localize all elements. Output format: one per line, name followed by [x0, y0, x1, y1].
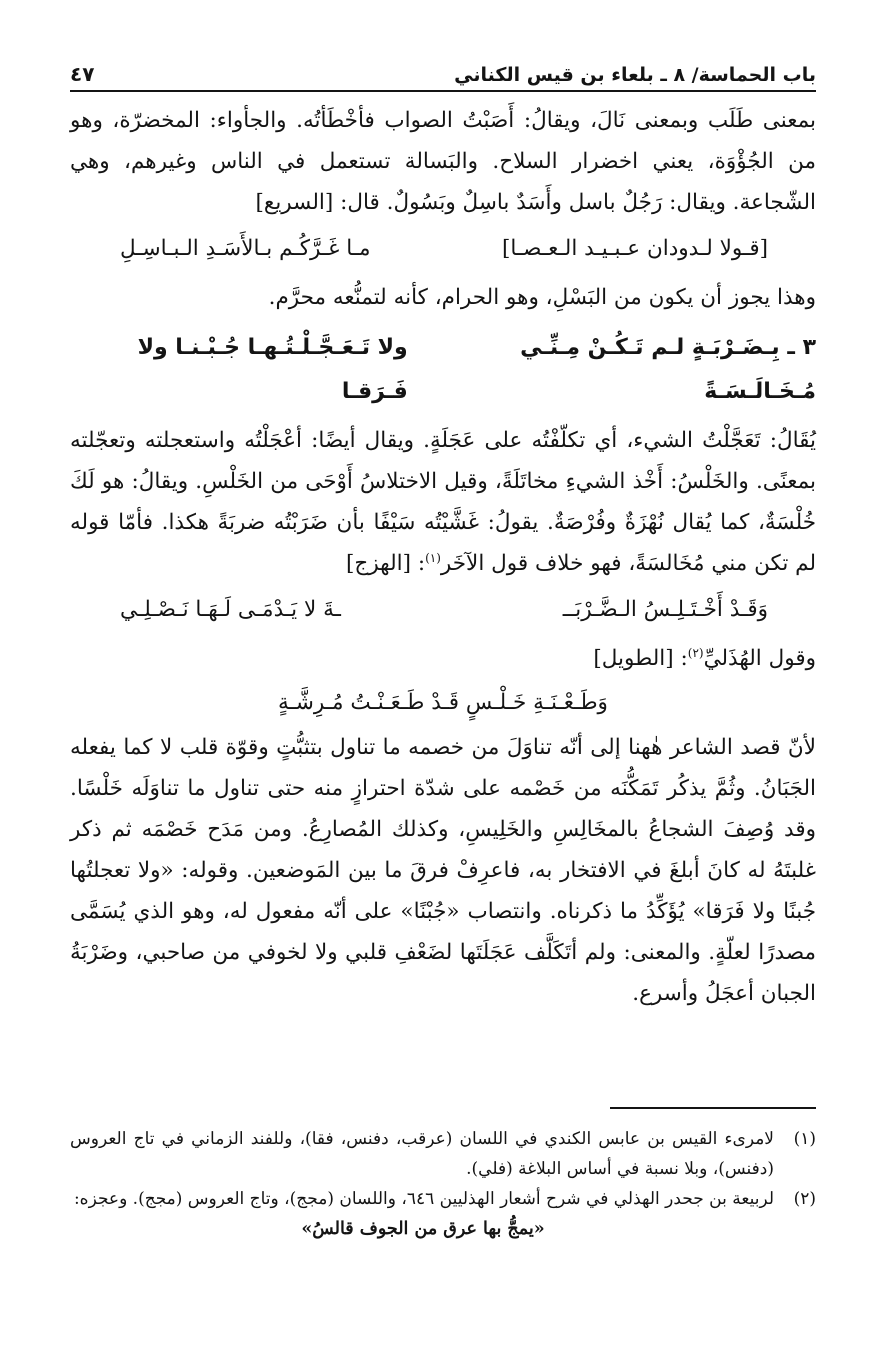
- poem-verse-3-right-text: بِـضَـرْبَـةٍ لـم تَـكُـنْ مِـنِّـي مُـخَـالَـسَـةً: [520, 335, 816, 404]
- running-title: باب الحماسة/ ٨ ـ بلعاء بن قيس الكناني: [454, 64, 816, 86]
- footnote-1: [70, 1124, 816, 1184]
- footnote-ref-2[interactable]: (٢): [687, 645, 704, 660]
- poem-verse-3-second-half: ولا تَـعَـجَّـلْـتُـهـا جُـبْـنـا ولا فَـرَقـا: [137, 335, 408, 404]
- page: [70, 52, 816, 1014]
- paragraph-3-text: يُقَالُ: تَعَجَّلْتُ الشيء، أي تكلّفْتُه على عَجَلَةٍ. ويقال أيضًا: أعْجَلْتُه واستعجلته وتعجّلته بمعنًى. والخَلْسُ: أَخْذ الشيءِ مخاتَلَةً، وقيل الاختلاسُ أَوْحَى من الخَلْسِ. ويقالُ: هو لَكَ خُلْسَةٌ، كما يُقال نُهْزَةٌ وفُرْصَةٌ. يقولُ: غَشَّيْتُه سَيْفًا بأن ضَرَبْتُه ضربَةً هكذا. فأمّا قوله لم تكن مني مُخَالسَةً، فهو خلاف قول الآخَر: [70, 428, 816, 576]
- running-header: [70, 52, 816, 92]
- footnote-1-number: (١): [793, 1129, 816, 1149]
- paragraph-5: لأنّ قصد الشاعر هٰهنا إلى أنّه تناوَلَ من خصمه ما تناول بتثبُّتٍ وقوّة قلب لا كما يفعله الجَبَانُ. وثُمَّ يذكُر تَمَكُّنَه من خَصْمه على شدّة احترازٍ منه حتى تناول ما تناوَلَه خَلْسًا. وقد وُصِفَ الشجاعُ بالمخَالِسِ والخَلِيسِ، وكذلك المُصارِعُ. ومن مَدَح خَصْمَه ثم ذكر غلبتَهُ له كانَ أبلغَ في الافتخار به، فاعرِفْ فرقَ ما بين المَوضعين. وقوله: «ولا تعجلتُها جُبنًا ولا فَرَقا» يُؤَكِّدُ ما ذكرناه. وانتصاب «جُبْنًا» على أنّه مفعول له، وهو الذي يُسَمَّى مصدرًا لعلّةٍ. والمعنى: ولم أتَكَلَّف عَجَلَتَها لضَعْفِ قلبي ولا لخوفي من صاحبي، وضَرْبَةُ الجبان أعجَلُ وأسرع.: [70, 735, 816, 1006]
- paragraph-3: [70, 420, 816, 584]
- footnote-1-text: لامرىء القيس بن عابس الكندي في اللسان (عرقب، دفنس، فقا)، وللفند الزماني في تاج العروس (دفنس)، وبلا نسبة في أساس البلاغة (فلي).: [70, 1129, 774, 1179]
- verse-2: [70, 588, 816, 632]
- page-number: ٤٧: [70, 62, 95, 86]
- poem-verse-3-first-half: [408, 326, 816, 414]
- verse-3: وَطَـعْـنَـةِ خَـلْـسٍ قَـدْ طَـعَـنْـتُ مُـرِشَّـةٍ: [278, 690, 608, 715]
- paragraph-2: وهذا يجوز أن يكون من البَسْلِ، وهو الحرام، كأنه لتمنُّعه محرَّم.: [268, 285, 816, 310]
- paragraph-4-meter: : [الطويل]: [593, 646, 688, 671]
- paragraph-4-text: وقول الهُذَليِّ: [703, 646, 816, 671]
- paragraph-1: بمعنى طَلَب وبمعنى نَالَ، ويقالُ: أَصَبْتُ الصواب فأخْطَأتُه. والجأواء: المخضرّة، وهو من الجُؤْوَة، يعني اخضرار السلاح. والبَسالة تستعمل في الناس وغيرهم، وهي الشّجاعة. ويقال: رَجُلٌ باسل وأَسَدٌ باسِلٌ وبَسُولٌ. قال: [السريع]: [70, 108, 816, 215]
- footnote-2: [70, 1184, 816, 1214]
- footnote-2-text: لربيعة بن جحدر الهذلي في شرح أشعار الهذليين ٦٤٦، واللسان (مجج)، وتاج العروس (مجج). وعجزه:: [73, 1189, 774, 1209]
- verse-2-first-hemistich: وَقَـدْ أَخْـتَـلِـسُ الـضَّـرْبَــ: [562, 597, 768, 622]
- verse-1: [70, 227, 816, 271]
- verse-1-first-hemistich: [قـولا لـدودان عـبـيـد الـعـصـا]: [501, 236, 768, 261]
- verse-2-second-hemistich: ـةَ لا يَـدْمَـى لَـهَـا نَـصْـلِـي: [120, 597, 341, 622]
- footnote-separator: [610, 1107, 816, 1109]
- footnote-verse: «يمجُّ بها عرق من الجوف قالسُ»: [301, 1219, 545, 1239]
- verse-1-second-hemistich: مـا غَـرَّكُـم بـالأَسَـدِ الـبـاسِـلِ: [120, 236, 371, 261]
- footnotes: [70, 1124, 816, 1244]
- poem-verse-3: [70, 326, 816, 414]
- footnote-2-number: (٢): [793, 1189, 816, 1209]
- paragraph-3-meter: : [الهزج]: [346, 551, 426, 576]
- paragraph-4: [70, 638, 816, 679]
- footnote-ref-1[interactable]: (١): [425, 550, 441, 565]
- verse-number: ٣ ـ: [787, 335, 816, 360]
